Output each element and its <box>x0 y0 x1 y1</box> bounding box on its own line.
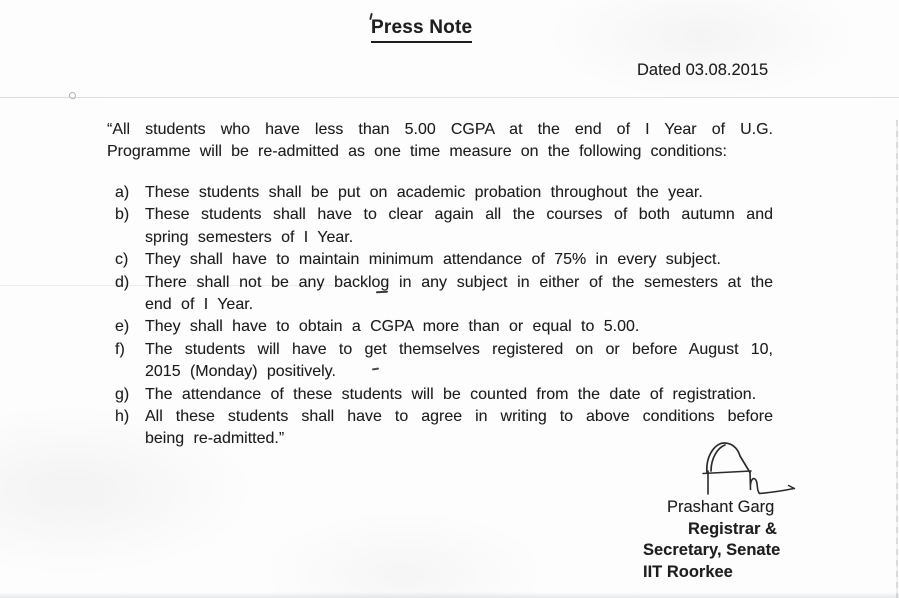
scan-artifact-speck <box>68 91 77 100</box>
condition-text: There shall not be any backlog in any subject in either of the semesters at the end of I Year. <box>145 273 773 314</box>
signatory-title-secretary: Secretary, Senate <box>643 541 781 559</box>
signature-scribble <box>692 439 804 501</box>
condition-item-b <box>115 204 781 249</box>
condition-label: c) <box>115 251 129 269</box>
condition-text: The students will have to get themselves registered on or before August 10, 2015 (Monday) positively. <box>145 340 773 381</box>
signatory-name: Prashant Garg <box>667 498 775 516</box>
conditions-list <box>115 182 781 451</box>
condition-item-e <box>115 316 781 338</box>
condition-label: h) <box>115 408 130 426</box>
signatory-organization: IIT Roorkee <box>643 563 733 581</box>
condition-text: They shall have to maintain minimum attendance of 75% in every subject. <box>145 251 721 269</box>
title-wrap <box>371 17 472 43</box>
date-line: Dated 03.08.2015 <box>637 61 769 79</box>
scan-artifact-right-edge-line <box>896 120 898 598</box>
condition-label: e) <box>115 318 130 336</box>
condition-text: The attendance of these students will be counted from the date of registration. <box>145 385 757 403</box>
condition-item-a <box>115 182 781 204</box>
page-title: Press Note <box>371 17 472 43</box>
condition-text: These students shall have to clear again all the courses of both autumn and spring semesters of I Year. <box>145 206 773 246</box>
condition-item-g <box>115 384 781 406</box>
condition-text: They shall have to obtain a CGPA more than or equal to 5.00. <box>145 318 640 336</box>
signatory-title-registrar: Registrar & <box>688 520 777 538</box>
condition-item-d <box>115 272 781 317</box>
scan-artifact-horizontal-line <box>0 97 899 98</box>
condition-text: All these students shall have to agree in writing to above conditions before being re-admitted.” <box>145 408 773 448</box>
condition-item-h <box>115 406 781 451</box>
condition-item-c <box>115 249 781 271</box>
scan-artifact-bottom-shade <box>0 592 899 598</box>
condition-label: f) <box>115 340 125 358</box>
condition-item-f <box>115 339 781 384</box>
condition-text: These students shall be put on academic probation throughout the year. <box>145 184 703 201</box>
condition-label: a) <box>115 184 130 201</box>
condition-label: d) <box>115 273 130 291</box>
condition-label: g) <box>115 385 130 403</box>
intro-paragraph: “All students who have less than 5.00 CGPA at the end of I Year of U.G. Programme will be re-admitted as one time measure on the following conditions: <box>107 121 773 161</box>
condition-label: b) <box>115 206 130 224</box>
